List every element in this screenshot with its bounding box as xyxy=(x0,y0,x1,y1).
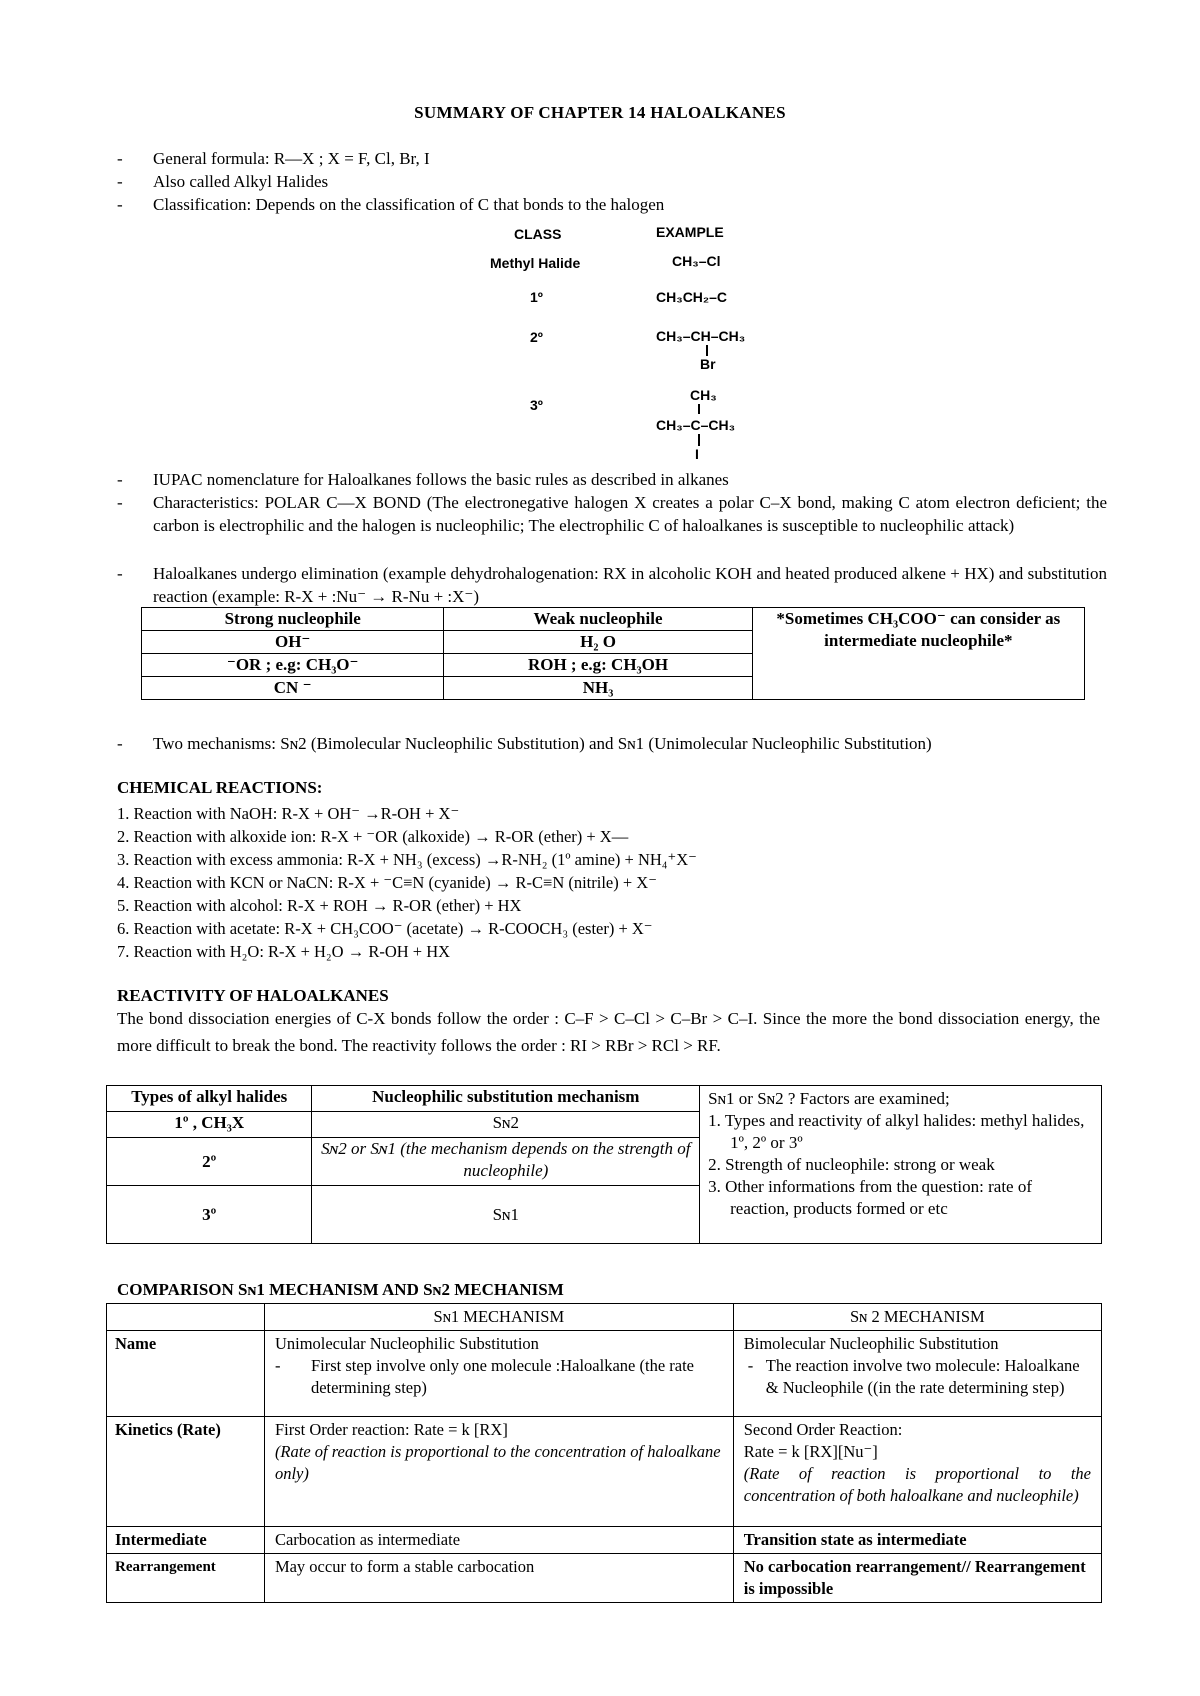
sn2-rate: Rate = k [RX][Nu⁻] xyxy=(743,1442,878,1461)
sn2-cell xyxy=(733,1331,1101,1417)
reaction-item: 5. Reaction with alcohol: R-X + ROH → R-OR (ether) + HX xyxy=(117,896,522,915)
sn1-header: Sɴ1 MECHANISM xyxy=(264,1304,733,1331)
sn1-cell: May occur to form a stable carbocation xyxy=(264,1554,733,1603)
bullet-classification: - Classification: Depends on the classification of C that bonds to the halogen xyxy=(117,195,665,214)
row-label: Name xyxy=(107,1331,265,1417)
factors-cell xyxy=(700,1086,1102,1244)
sn2-rate-note: (Rate of reaction is proportional to the concentration of both haloalkane and nucleophile) xyxy=(743,1464,1091,1505)
strong-cell: ⁻OR ; e.g: CH₃O⁻ xyxy=(142,654,444,677)
acetate-note: *Sometimes CH₃COO⁻ can consider as intermediate nucleophile* xyxy=(752,608,1084,700)
bullet-iupac: - IUPAC nomenclature for Haloalkanes follows the basic rules as described in alkanes xyxy=(117,470,729,489)
chemical-reactions-heading: CHEMICAL REACTIONS: xyxy=(117,778,323,797)
reaction-item: 4. Reaction with KCN or NaCN: R-X + ⁻C≡N (cyanide) → R-C≡N (nitrile) + X⁻ xyxy=(117,873,657,892)
reaction-item: 2. Reaction with alkoxide ion: R-X + ⁻OR (alkoxide) → R-OR (ether) + X— xyxy=(117,827,629,846)
mechanism-table xyxy=(106,1085,1102,1244)
sn1-cell xyxy=(264,1331,733,1417)
weak-cell: ROH ; e.g: CH₃OH xyxy=(444,654,752,677)
factor-item: 3. Other informations from the question: rate of reaction, products formed or etc xyxy=(708,1177,1033,1218)
nucleophile-table xyxy=(141,607,1085,700)
strong-cell: CN ⁻ xyxy=(142,677,444,700)
type-cell: 1º , CH₃X xyxy=(107,1112,312,1138)
comparison-table xyxy=(106,1303,1102,1603)
strong-nucleophile-header: Strong nucleophile xyxy=(142,608,444,631)
bond-line xyxy=(698,404,700,414)
types-header: Types of alkyl halides xyxy=(107,1086,312,1112)
mechanism-cell: Sɴ1 xyxy=(312,1186,700,1244)
example-primary: CH₃CH₂–C xyxy=(656,289,728,305)
class-header: CLASS xyxy=(514,226,562,242)
sn2-detail: - The reaction involve two molecule: Haloalkane & Nucleophile ((in the rate determining step) xyxy=(747,1356,1080,1397)
sn1-name: Unimolecular Nucleophilic Substitution xyxy=(274,1334,539,1353)
class-secondary: 2º xyxy=(530,329,543,345)
reaction-item: 6. Reaction with acetate: R-X + CH₃COO⁻ (acetate) → R-COOCH₃ (ester) + X⁻ xyxy=(117,919,653,938)
corner-cell xyxy=(107,1304,265,1331)
example-header: EXAMPLE xyxy=(656,224,724,240)
bullet-alkyl-halides: - Also called Alkyl Halides xyxy=(117,172,329,191)
sn2-cell xyxy=(733,1417,1101,1527)
ch3-top: CH₃ xyxy=(690,387,717,403)
type-cell: 3º xyxy=(107,1186,312,1244)
weak-nucleophile-header: Weak nucleophile xyxy=(444,608,752,631)
example-tertiary: CH₃–C–CH₃ xyxy=(656,417,736,433)
page-title: SUMMARY OF CHAPTER 14 HALOALKANES xyxy=(414,103,786,122)
weak-cell: H₂ O xyxy=(444,631,752,654)
br-label: Br xyxy=(700,356,716,372)
mechanism-cell: Sɴ2 or Sɴ1 (the mechanism depends on the strength of nucleophile) xyxy=(312,1138,700,1186)
reactivity-heading: REACTIVITY OF HALOALKANES xyxy=(117,986,389,1005)
class-primary: 1º xyxy=(530,289,543,305)
reactivity-text: The bond dissociation energies of C-X bonds follow the order : C–F > C–Cl > C–Br > C–I. Since the more the bond dissociation energy, the more difficult to break the bond. The reactivity follows the order : RI > RBr > RCl > RF. xyxy=(117,1009,1100,1055)
sn2-cell: No carbocation rearrangement// Rearrangement is impossible xyxy=(733,1554,1101,1603)
row-label: Rearrangement xyxy=(107,1554,265,1603)
bullet-elimination: - Haloalkanes undergo elimination (example dehydrohalogenation: RX in alcoholic KOH and heated produced alkene + HX) and substitution reaction (example: R-X + :Nu⁻ → R-Nu + :X⁻) xyxy=(117,564,1107,606)
factor-item: 2. Strength of nucleophile: strong or weak xyxy=(708,1155,995,1174)
factor-item: 1. Types and reactivity of alkyl halides: methyl halides, 1º, 2º or 3º xyxy=(708,1111,1085,1152)
sn2-rate-title: Second Order Reaction: xyxy=(743,1420,903,1439)
sn1-cell xyxy=(264,1417,733,1527)
bullet-characteristics: - Characteristics: POLAR C—X BOND (The electronegative halogen X creates a polar C–X bond, making C atom electron deficient; the carbon is electrophilic and the halogen is nucleophilic; The electrophilic C of haloalkanes is susceptible to nucleophilic attack) xyxy=(117,493,1107,535)
example-secondary: CH₃–CH–CH₃ xyxy=(656,328,746,344)
sn2-cell: Transition state as intermediate xyxy=(733,1527,1101,1554)
mechanism-header: Nucleophilic substitution mechanism xyxy=(312,1086,700,1112)
bond-line xyxy=(706,345,708,356)
reaction-item: 7. Reaction with H₂O: R-X + H₂O → R-OH + HX xyxy=(117,942,451,961)
reaction-item: 1. Reaction with NaOH: R-X + OH⁻ →R-OH + X⁻ xyxy=(117,804,460,823)
bullet-general-formula: - General formula: R—X ; X = F, Cl, Br, I xyxy=(117,149,430,168)
row-label: Kinetics (Rate) xyxy=(107,1417,265,1527)
comparison-heading: COMPARISON Sɴ1 MECHANISM AND Sɴ2 MECHANISM xyxy=(117,1280,564,1299)
bullet-mechanisms: - Two mechanisms: Sɴ2 (Bimolecular Nucleophilic Substitution) and Sɴ1 (Unimolecular Nucleophilic Substitution) xyxy=(117,734,932,753)
sn2-name: Bimolecular Nucleophilic Substitution xyxy=(743,1334,999,1353)
example-methyl: CH₃–Cl xyxy=(672,253,721,269)
mechanism-cell: Sɴ2 xyxy=(312,1112,700,1138)
class-tertiary: 3º xyxy=(530,397,543,413)
sn1-detail: - First step involve only one molecule :Haloalkane (the rate determining step) xyxy=(274,1356,694,1397)
strong-cell: OH⁻ xyxy=(142,631,444,654)
sn1-cell: Carbocation as intermediate xyxy=(264,1527,733,1554)
type-cell: 2º xyxy=(107,1138,312,1186)
i-label: I xyxy=(695,446,699,462)
sn1-rate: First Order reaction: Rate = k [RX] xyxy=(274,1420,508,1439)
weak-cell: NH₃ xyxy=(444,677,752,700)
factors-title: Sɴ1 or Sɴ2 ? Factors are examined; xyxy=(708,1089,950,1108)
bond-line xyxy=(698,434,700,446)
row-label: Intermediate xyxy=(107,1527,265,1554)
reaction-item: 3. Reaction with excess ammonia: R-X + NH₃ (excess) →R-NH₂ (1º amine) + NH₄⁺X⁻ xyxy=(117,850,697,869)
sn1-rate-note: (Rate of reaction is proportional to the concentration of haloalkane only) xyxy=(274,1442,721,1483)
class-methyl: Methyl Halide xyxy=(490,255,581,271)
sn2-header: Sɴ 2 MECHANISM xyxy=(733,1304,1101,1331)
